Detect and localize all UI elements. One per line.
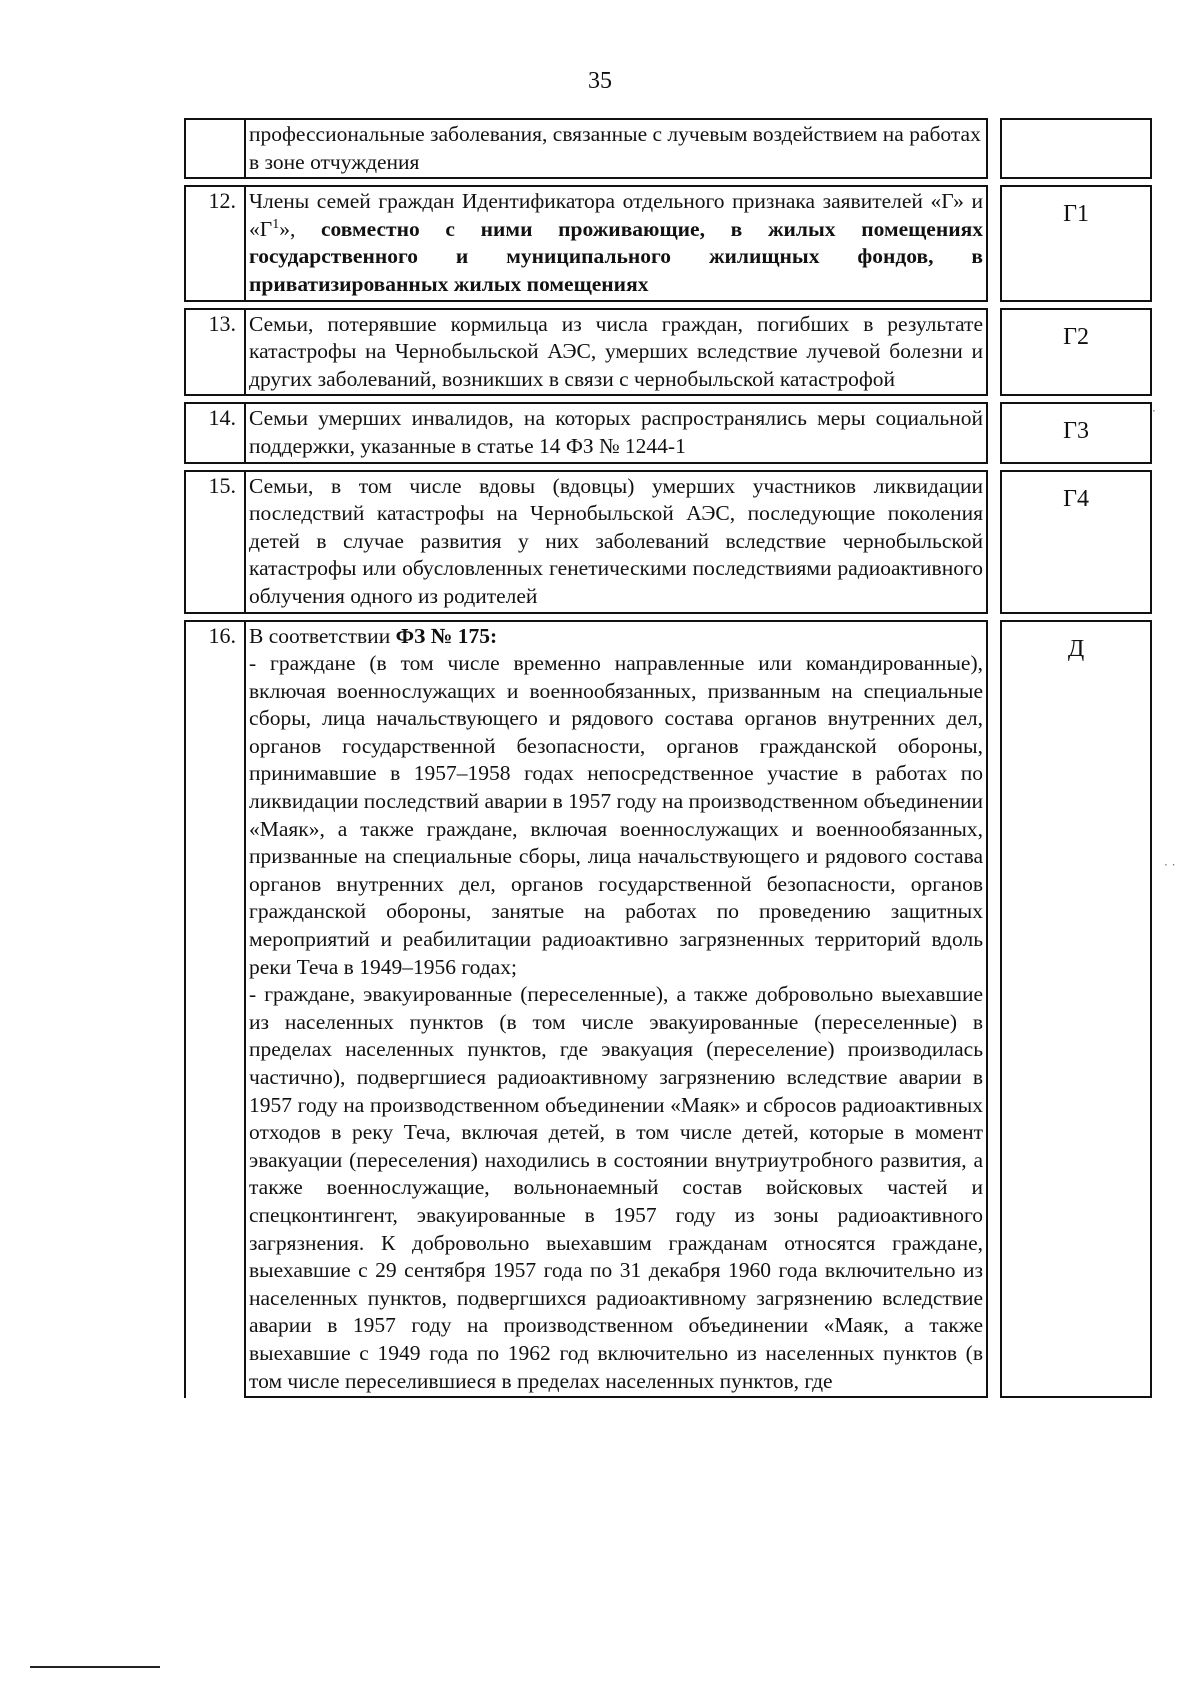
table-row — [184, 185, 1152, 301]
row-number — [184, 118, 240, 179]
row-description: Семьи умерших инвалидов, на которых распространялись меры социальной поддержки, указанные в статье 14 ФЗ № 1244-1 — [244, 402, 988, 463]
row-number: 13. — [184, 308, 240, 397]
row-number: 16. — [184, 620, 240, 1399]
row-code: Д — [1000, 620, 1152, 1399]
row-code: Г3 — [1000, 402, 1152, 463]
row-code — [1000, 118, 1152, 179]
row-description: Члены семей граждан Идентификатора отдельного признака заявителей «Г» и «$Г^1$», совместно с ними проживающие, в жилых помещениях государственного и муниципального жилищных фондов, в приватизированных жилых помещениях — [244, 185, 988, 301]
table-row — [184, 470, 1152, 614]
table-row — [184, 620, 1152, 1399]
row-number: 15. — [184, 470, 240, 614]
table-row — [184, 402, 1152, 463]
page-number: 35 — [588, 68, 612, 94]
row-description: В соответствии ФЗ № 175: - граждане (в том числе временно направленные или командированные), включая военнослужащих и военнообязанных, призванным на специальные сборы, лица начальствующего и рядового состава органов внутренних дел, органов государственной безопасности, органов гражданской обороны, принимавшие в 1957–1958 годах непосредственное участие в работах по ликвидации последствий аварии в 1957 году на производственном объединении «Маяк», а также граждане, включая военнослужащих и военнообязанных, призванные на специальные сборы, лица начальствующего и рядового состава органов внутренних дел, органов государственной безопасности, органов гражданской обороны, занятые на работах по проведению защитных мероприятий и реабилитации радиоактивно загрязненных территорий вдоль реки Теча в 1949–1956 годах; - граждане, эвакуированные (переселенные), а также добровольно выехавшие из населенных пунктов (в том числе эвакуированные (переселенные) в пределах населенных пунктов, где эвакуация (переселение) производилась частично), подвергшиеся радиоактивному загрязнению вследствие аварии в 1957 году на производственном объединении «Маяк» и сбросов радиоактивных отходов в реку Теча, включая детей, в том числе детей, которые в момент эвакуации (переселения) находились в состоянии внутриутробного развития, а также военнослужащие, вольнонаемный состав войсковых частей и спецконтингент, эвакуированные в 1957 году из зоны радиоактивного загрязнения. К добровольно выехавшим гражданам относятся граждане, выехавшие с 29 сентября 1957 года по 31 декабря 1960 года включительно из населенных пунктов, подвергшихся радиоактивному загрязнению вследствие аварии в 1957 году на производственном объединении «Маяк, а также выехавшие с 1949 года по 1962 год включительно из населенных пунктов (в том числе переселившиеся в пределах населенных пунктов, где — [244, 620, 988, 1399]
table-row — [184, 308, 1152, 397]
row-code: Г1 — [1000, 185, 1152, 301]
footer-rule — [30, 1666, 160, 1668]
scan-speck: · · — [1164, 858, 1176, 872]
row-description: Семьи, в том числе вдовы (вдовцы) умерших участников ликвидации последствий катастрофы на Чернобыльской АЭС, последующие поколения детей в случае развития у них заболеваний вследствие чернобыльской катастрофы или обусловленных генетическими последствиями радиоактивного облучения одного из родителей — [244, 470, 988, 614]
row-description: Семьи, потерявшие кормильца из числа граждан, погибших в результате катастрофы на Чернобыльской АЭС, умерших вследствие лучевой болезни и других заболеваний, возникших в связи с чернобыльской катастрофой — [244, 308, 988, 397]
benefits-table — [184, 118, 1152, 1398]
row-description: профессиональные заболевания, связанные с лучевым воздействием на работах в зоне отчуждения — [244, 118, 988, 179]
row-code: Г4 — [1000, 470, 1152, 614]
row-code: Г2 — [1000, 308, 1152, 397]
table-row — [184, 118, 1152, 179]
row-number: 14. — [184, 402, 240, 463]
row-number: 12. — [184, 185, 240, 301]
scan-speck: · — [1152, 404, 1156, 418]
